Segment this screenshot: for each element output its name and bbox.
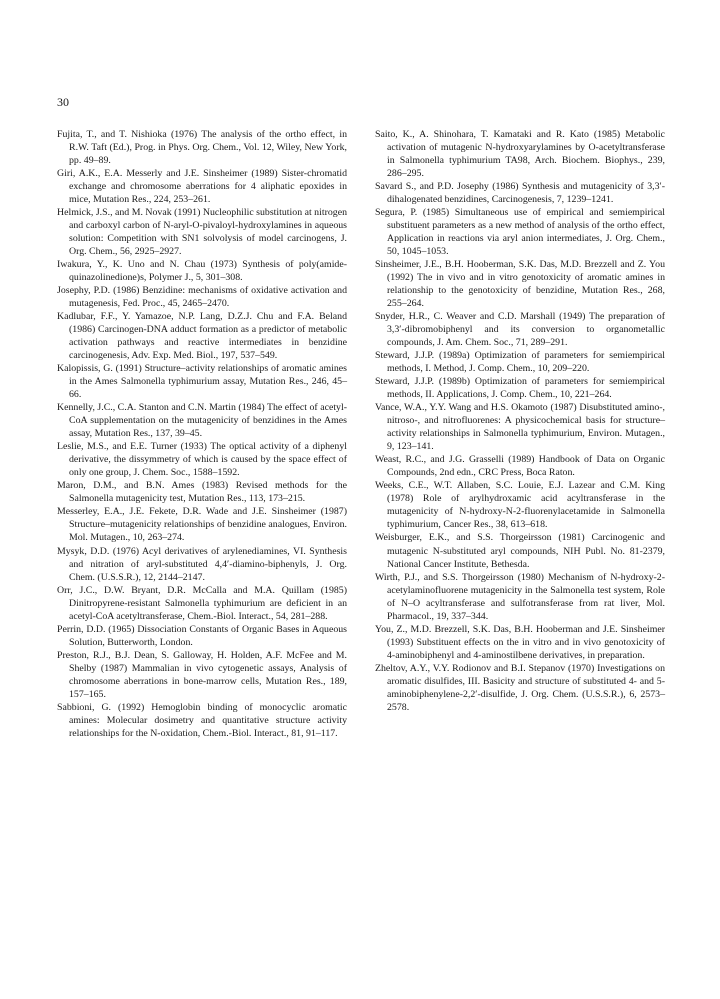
references-right-column [375,128,665,714]
reference-entry: Steward, J.J.P. (1989a) Optimization of parameters for semiempirical methods, I. Method, J. Comp. Chem., 10, 209–220. [375,350,665,375]
reference-entry: You, Z., M.D. Brezzell, S.K. Das, B.H. Hooberman and J.E. Sinsheimer (1993) Substituent effects on the in vitro and in vivo genotoxicity of 4-aminobiphenyl and 4-aminostilbene derivatives, in preparation. [375,623,665,661]
reference-entry: Weisburger, E.K., and S.S. Thorgeirsson (1981) Carcinogenic and mutagenic N-substituted aryl compounds, NIH Publ. No. 81-2379, National Cancer Institute, Bethesda. [375,532,665,570]
reference-entry: Zheltov, A.Y., V.Y. Rodionov and B.I. Stepanov (1970) Investigations on aromatic disulfides, III. Basicity and structure of substituted 4- and 5-aminobiphenylene-2,2′-disulfide, J. Org. Chem. (U.S.S.R.), 6, 2573–2578. [375,662,665,713]
reference-entry: Kadlubar, F.F., Y. Yamazoe, N.P. Lang, D.Z.J. Chu and F.A. Beland (1986) Carcinogen-DNA adduct formation as a predictor of metabolic activation pathways and reactive intermediates in benzidine carcinogenesis, Adv. Exp. Med. Biol., 197, 537–549. [57,311,347,362]
reference-entry: Sinsheimer, J.E., B.H. Hooberman, S.K. Das, M.D. Brezzell and Z. You (1992) The in vivo and in vitro genotoxicity of aromatic amines in relationship to the genotoxicity of benzidine, Mutation Res., 268, 255–264. [375,259,665,310]
reference-entry: Snyder, H.R., C. Weaver and C.D. Marshall (1949) The preparation of 3,3′-dibromobiphenyl and its conversion to organometallic compounds, J. Am. Chem. Soc., 71, 289–291. [375,311,665,349]
reference-entry: Iwakura, Y., K. Uno and N. Chau (1973) Synthesis of poly(amide-quinazolinedione)s, Polymer J., 5, 301–308. [57,259,347,284]
reference-entry: Orr, J.C., D.W. Bryant, D.R. McCalla and M.A. Quillam (1985) Dinitropyrene-resistant Salmonella typhimurium are deficient in an acetyl-CoA acetyltransferase, Chem.-Biol. Interact., 54, 281–288. [57,584,347,622]
reference-entry: Wirth, P.J., and S.S. Thorgeirsson (1980) Mechanism of N-hydroxy-2-acetylaminofluorene mutagenicity in the Salmonella test system, Role of N–O acyltransferase and sulfotransferase from rat liver, Mol. Pharmacol., 19, 337–344. [375,571,665,622]
reference-entry: Maron, D.M., and B.N. Ames (1983) Revised methods for the Salmonella mutagenicity test, Mutation Res., 113, 173–215. [57,480,347,505]
reference-entry: Segura, P. (1985) Simultaneous use of empirical and semiempirical substituent parameters as a new method of analysis of the ortho effect, Application in reactions via aryl anion intermediates, J. Org. Chem., 50, 1045–1053. [375,207,665,258]
reference-entry: Steward, J.J.P. (1989b) Optimization of parameters for semiempirical methods, II. Applications, J. Comp. Chem., 10, 221–264. [375,376,665,401]
reference-entry: Kennelly, J.C., C.A. Stanton and C.N. Martin (1984) The effect of acetyl-CoA supplementation on the mutagenicity of benzidines in the Ames assay, Mutation Res., 137, 39–45. [57,402,347,440]
reference-entry: Mysyk, D.D. (1976) Acyl derivatives of arylenediamines, VI. Synthesis and nitration of aryl-substituted 4,4′-diamino-biphenyls, J. Org. Chem. (U.S.S.R.), 12, 2144–2147. [57,545,347,583]
reference-entry: Perrin, D.D. (1965) Dissociation Constants of Organic Bases in Aqueous Solution, Butterworth, London. [57,623,347,648]
reference-entry: Vance, W.A., Y.Y. Wang and H.S. Okamoto (1987) Disubstituted amino-, nitroso-, and nitrofluorenes: A physicochemical basis for structure–activity relationships in Salmonella typhimurium, Environ. Mutagen., 9, 123–141. [375,402,665,453]
reference-entry: Josephy, P.D. (1986) Benzidine: mechanisms of oxidative activation and mutagenesis, Fed. Proc., 45, 2465–2470. [57,285,347,310]
reference-entry: Kalopissis, G. (1991) Structure–activity relationships of aromatic amines in the Ames Salmonella typhimurium assay, Mutation Res., 246, 45–66. [57,363,347,401]
reference-entry: Saito, K., A. Shinohara, T. Kamataki and R. Kato (1985) Metabolic activation of mutagenic N-hydroxyarylamines by O-acetyltransferase in Salmonella typhimurium TA98, Arch. Biochem. Biophys., 239, 286–295. [375,129,665,180]
reference-entry: Savard S., and P.D. Josephy (1986) Synthesis and mutagenicity of 3,3′-dihalogenated benzidines, Carcinogenesis, 7, 1239–1241. [375,181,665,206]
page-number: 30 [57,95,69,109]
reference-entry: Fujita, T., and T. Nishioka (1976) The analysis of the ortho effect, in R.W. Taft (Ed.), Prog. in Phys. Org. Chem., Vol. 12, Wiley, New York, pp. 49–89. [57,129,347,167]
reference-entry: Messerley, E.A., J.E. Fekete, D.R. Wade and J.E. Sinsheimer (1987) Structure–mutagenicity relationships of benzidine analogues, Environ. Mol. Mutagen., 10, 263–274. [57,506,347,544]
reference-entry: Preston, R.J., B.J. Dean, S. Galloway, H. Holden, A.F. McFee and M. Shelby (1987) Mammalian in vivo cytogenetic assays, Analysis of chromosome aberrations in bone-marrow cells, Mutation Res., 189, 157–165. [57,649,347,700]
reference-entry: Giri, A.K., E.A. Messerly and J.E. Sinsheimer (1989) Sister-chromatid exchange and chromosome aberrations for 4 aliphatic epoxides in mice, Mutation Res., 224, 253–261. [57,168,347,206]
references-left-column [57,128,347,740]
reference-entry: Weeks, C.E., W.T. Allaben, S.C. Louie, E.J. Lazear and C.M. King (1978) Role of arylhydroxamic acid acyltransferase in the mutagenicity of N-hydroxy-N-2-fluorenylacetamide in Salmonella typhimurium, Cancer Res., 38, 613–618. [375,480,665,531]
reference-entry: Leslie, M.S., and E.E. Turner (1933) The optical activity of a diphenyl derivative, the dissymmetry of which is caused by the space effect of only one group, J. Chem. Soc., 1588–1592. [57,441,347,479]
reference-entry: Sabbioni, G. (1992) Hemoglobin binding of monocyclic aromatic amines: Molecular dosimetry and quantitative structure activity relationships for the N-oxidation, Chem.-Biol. Interact., 81, 91–117. [57,701,347,739]
reference-entry: Weast, R.C., and J.G. Grasselli (1989) Handbook of Data on Organic Compounds, 2nd edn., CRC Press, Boca Raton. [375,454,665,479]
reference-entry: Helmick, J.S., and M. Novak (1991) Nucleophilic substitution at nitrogen and carboxyl carbon of N-aryl-O-pivaloyl-hydroxylamines in aqueous solution: Competition with SN1 solvolysis of model carcinogens, J. Org. Chem., 56, 2925–2927. [57,207,347,258]
